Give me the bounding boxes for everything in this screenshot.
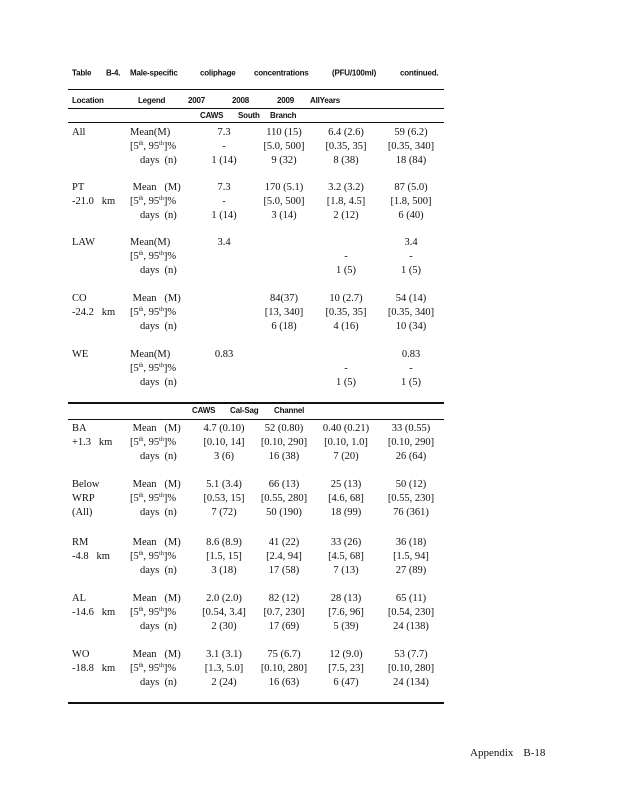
value-cell: 26 (64) [395,451,427,462]
value-cell: [0.10, 280] [387,663,435,674]
legend-mean: Mean [130,237,154,248]
footer-label: Appendix [470,747,514,759]
legend-mean: Mean [132,423,157,434]
value-column-c3 [254,648,314,690]
value-cell: [1.5, 94] [393,551,429,562]
value-cell [254,376,314,390]
value-cell: 1 (5) [335,265,357,276]
legend-m: (M) [164,537,181,548]
value-cell: 24 (134) [393,677,429,688]
value-cell: [4.6, 68] [328,493,364,504]
caption-word-3: concentrations [254,68,309,78]
value-cell: 1 (14) [211,210,237,221]
value-column-c3 [254,478,314,520]
value-cell: - [222,196,226,207]
legend-sup: th [159,363,164,369]
value-cell: [1.8, 4.5] [326,196,366,207]
caption-table-label: Table [72,68,92,78]
value-cell: [0.54, 230] [387,607,435,618]
legend-sup: th [138,663,144,669]
location-cell: WO -18.8 km [72,649,116,674]
value-cell: [5.0, 500] [263,141,305,152]
value-column-c5 [380,292,442,334]
value-column-c3 [254,422,314,464]
legend-m: (M) [153,127,171,138]
legend-pct: , 95 [143,607,160,618]
legend-pct: [5 [130,551,139,562]
legend-pct: ]% [163,363,177,374]
legend-days: days [140,451,160,462]
value-column-c5 [380,126,442,168]
legend-sup: th [138,141,144,147]
value-cell: 1 (5) [335,377,357,388]
value-cell: [7.6, 96] [328,607,364,618]
legend-pct: ]% [163,196,177,207]
value-cell: 17 (69) [268,621,300,632]
value-cell: - [409,251,413,262]
value-cell: 3 (14) [271,210,297,221]
value-cell: [0.35, 340] [387,307,435,318]
legend-n: (n) [164,677,177,688]
value-column-c4 [314,348,378,390]
page-footer [470,747,555,759]
value-cell [254,264,314,278]
legend-sup: th [159,196,164,202]
value-column-c1 [193,422,255,464]
legend-sup: th [159,437,164,443]
value-cell: 28 (13) [330,593,362,604]
value-column-c1 [193,348,255,390]
value-cell [193,362,255,376]
legend-cell [130,422,181,464]
value-column-c4 [314,648,378,690]
legend-sup: th [159,141,164,147]
legend-sup: th [159,551,164,557]
location-cell: AL -14.6 km [72,593,116,618]
value-cell: 0.83 [401,349,421,360]
value-cell: 1 (14) [211,155,237,166]
legend-pct: , 95 [143,141,160,152]
legend-sup: th [138,307,144,313]
value-column-c4 [314,236,378,278]
value-cell: [1.5, 15] [206,551,242,562]
value-cell: 1 (5) [400,265,422,276]
value-cell: [0.55, 280] [260,493,308,504]
value-cell: 2.0 (2.0) [206,593,242,604]
legend-n: (n) [164,210,177,221]
top-rule [68,89,444,90]
value-cell: [0.10, 1.0] [324,437,368,448]
header-2008: 2008 [232,96,249,105]
caption-table-id: B-4. [106,68,121,78]
value-cell: 16 (38) [268,451,300,462]
value-cell: 65 (11) [395,593,427,604]
value-column-c5 [380,236,442,278]
location-cell: Below WRP (All) [72,479,100,518]
legend-pct: ]% [163,437,177,448]
value-cell [314,348,378,362]
value-cell [193,320,255,334]
value-cell: 5 (39) [333,621,359,632]
legend-days: days [140,321,160,332]
section-rule-2 [68,419,444,420]
value-column-c5 [380,592,442,634]
value-column-c3 [254,348,314,390]
header-all-years: AllYears [310,96,340,105]
value-cell: 5.1 (3.4) [206,479,242,490]
value-cell: 1 (5) [400,377,422,388]
legend-n: (n) [164,321,177,332]
value-cell: 2 (24) [211,677,237,688]
legend-pct: [5 [130,251,139,262]
value-cell [254,348,314,362]
value-cell: 6 (47) [333,677,359,688]
value-column-c5 [380,648,442,690]
header-rule [68,108,444,109]
location-cell: CO -24.2 km [72,293,116,318]
legend-cell [130,292,181,334]
legend-pct: ]% [163,663,177,674]
value-cell: 3.4 [404,237,418,248]
value-cell: 25 (13) [330,479,362,490]
value-cell: 76 (361) [393,507,429,518]
value-cell: [7.5, 23] [328,663,364,674]
value-cell: 24 (138) [393,621,429,632]
legend-mean: Mean [132,649,157,660]
legend-sup: th [138,196,144,202]
legend-days: days [140,210,160,221]
legend-n: (n) [164,621,177,632]
legend-sup: th [138,551,144,557]
value-cell: 7.3 [217,182,231,193]
legend-cell [130,236,177,278]
legend-pct: ]% [163,551,177,562]
legend-pct: , 95 [143,493,160,504]
value-cell: 7 (13) [333,565,359,576]
value-column-c5 [380,348,442,390]
legend-mean: Mean [130,127,154,138]
value-cell: [0.35, 340] [387,141,435,152]
value-cell: 27 (89) [395,565,427,576]
section-rule-1 [68,122,444,123]
legend-sup: th [159,663,164,669]
bottom-rule [68,702,444,704]
value-column-c5 [380,478,442,520]
legend-days: days [140,507,160,518]
value-cell: 36 (18) [395,537,427,548]
location-cell: RM -4.8 km [72,537,110,562]
value-cell: 10 (2.7) [329,293,363,304]
value-cell: 10 (34) [395,321,427,332]
value-column-c1 [193,648,255,690]
value-cell: 33 (0.55) [391,423,431,434]
value-cell [193,264,255,278]
value-cell [193,292,255,306]
value-cell: [0.10, 290] [387,437,435,448]
value-cell: [13, 340] [264,307,304,318]
legend-m: (M) [164,293,181,304]
value-cell: 87 (5.0) [394,182,428,193]
value-cell: [0.53, 15] [203,493,245,504]
value-cell: 33 (26) [330,537,362,548]
legend-pct: [5 [130,141,139,152]
legend-pct: , 95 [143,196,160,207]
legend-sup: th [138,363,144,369]
value-column-c5 [380,536,442,578]
value-column-c3 [254,126,314,168]
value-column-c4 [314,592,378,634]
legend-cell [130,181,181,223]
legend-sup: th [138,251,144,257]
legend-sup: th [159,307,164,313]
legend-cell [130,648,181,690]
value-cell: [0.10, 290] [260,437,308,448]
legend-n: (n) [164,377,177,388]
legend-sup: th [159,607,164,613]
legend-sup: th [138,493,144,499]
legend-pct: ]% [163,251,177,262]
legend-days: days [140,155,160,166]
value-cell [254,236,314,250]
location-cell: PT -21.0 km [72,182,116,207]
legend-m: (M) [164,479,181,490]
caption-continued: continued. [400,68,439,78]
value-column-c1 [193,592,255,634]
legend-sup: th [138,607,144,613]
value-cell: 4.7 (0.10) [203,423,245,434]
value-cell: 3 (18) [211,565,237,576]
legend-pct: [5 [130,493,139,504]
value-cell: 3.1 (3.1) [206,649,242,660]
value-cell: 170 (5.1) [264,182,304,193]
legend-mean: Mean [132,293,157,304]
footer-page-number: B-18 [523,747,546,759]
legend-pct: , 95 [143,663,160,674]
legend-n: (n) [164,565,177,576]
legend-pct: , 95 [143,251,160,262]
value-column-c1 [193,536,255,578]
value-cell: [5.0, 500] [263,196,305,207]
value-cell: 7.3 [217,127,231,138]
legend-n: (n) [164,265,177,276]
value-cell: 9 (32) [271,155,297,166]
value-column-c4 [314,181,378,223]
value-cell: 3.4 [217,237,231,248]
value-cell: [1.3, 5.0] [204,663,244,674]
legend-cell [130,348,177,390]
legend-days: days [140,265,160,276]
legend-cell [130,478,181,520]
section-branch: Branch [270,111,297,120]
location-cell: All [72,127,86,138]
value-cell [254,250,314,264]
value-cell: 7 (20) [333,451,359,462]
value-cell: [0.54, 3.4] [202,607,246,618]
value-cell: 7 (72) [211,507,237,518]
value-cell [193,376,255,390]
value-cell: [1.8, 500] [390,196,432,207]
value-cell: 2 (30) [211,621,237,632]
value-cell: - [344,251,348,262]
legend-mean: Mean [130,349,154,360]
legend-pct: , 95 [143,363,160,374]
legend-m: (M) [153,237,171,248]
legend-cell [130,126,177,168]
section-caws: CAWS [200,111,224,120]
value-cell: 16 (63) [268,677,300,688]
legend-m: (M) [153,349,171,360]
caption-word-2: coliphage [200,68,236,78]
legend-pct: ]% [163,607,177,618]
value-cell: [0.55, 230] [387,493,435,504]
value-cell: 53 (7.7) [394,649,428,660]
value-cell: [0.10, 280] [260,663,308,674]
legend-cell [130,536,181,578]
value-column-c1 [193,236,255,278]
value-cell: - [409,363,413,374]
value-cell: 0.83 [214,349,234,360]
value-column-c5 [380,422,442,464]
value-cell: 6 (18) [271,321,297,332]
value-cell: 50 (12) [395,479,427,490]
value-cell: 3.2 (3.2) [328,182,364,193]
legend-mean: Mean [132,182,157,193]
value-column-c3 [254,592,314,634]
legend-sup: th [138,437,144,443]
legend-pct: [5 [130,607,139,618]
value-column-c4 [314,536,378,578]
value-column-c3 [254,292,314,334]
value-column-c3 [254,536,314,578]
legend-pct: [5 [130,663,139,674]
value-column-c4 [314,292,378,334]
legend-cell [130,592,181,634]
header-legend: Legend [138,96,166,105]
value-cell: 2 (12) [333,210,359,221]
value-cell: 0.40 (0.21) [322,423,370,434]
value-column-c5 [380,181,442,223]
value-cell: 110 (15) [266,127,302,138]
value-column-c1 [193,292,255,334]
caption-units: (PFU/100ml) [332,68,377,78]
value-cell: 41 (22) [268,537,300,548]
value-column-c4 [314,422,378,464]
value-cell: - [222,141,226,152]
legend-m: (M) [164,649,181,660]
location-cell: WE [72,349,89,360]
value-cell: 18 (84) [395,155,427,166]
legend-m: (M) [164,182,181,193]
section-south: South [238,111,260,120]
value-cell: [4.5, 68] [328,551,364,562]
legend-pct: , 95 [143,551,160,562]
value-cell: 66 (13) [268,479,300,490]
legend-pct: , 95 [143,437,160,448]
legend-pct: ]% [163,307,177,318]
value-cell [254,362,314,376]
value-cell [193,250,255,264]
value-column-c4 [314,126,378,168]
value-cell: 75 (6.7) [267,649,301,660]
legend-pct: [5 [130,437,139,448]
value-cell: 82 (12) [268,593,300,604]
legend-m: (M) [164,423,181,434]
value-cell: 50 (190) [266,507,302,518]
value-column-c3 [254,181,314,223]
legend-days: days [140,677,160,688]
legend-mean: Mean [132,479,157,490]
value-cell: 4 (16) [333,321,359,332]
value-cell [314,236,378,250]
caption-word-1: Male-specific [130,68,178,78]
value-cell: 12 (9.0) [329,649,363,660]
value-column-c3 [254,236,314,278]
legend-pct: [5 [130,196,139,207]
legend-sup: th [159,493,164,499]
legend-n: (n) [164,451,177,462]
value-cell: 6 (40) [398,210,424,221]
value-cell: [2.4, 94] [266,551,302,562]
section-cal-sag: Cal-Sag [230,406,259,415]
location-cell: LAW [72,237,96,248]
legend-sup: th [159,251,164,257]
legend-mean: Mean [132,593,157,604]
header-2007: 2007 [188,96,205,105]
value-cell: 3 (6) [213,451,235,462]
value-cell: [0.35, 35] [325,307,367,318]
legend-pct: ]% [163,493,177,504]
value-cell: 8.6 (8.9) [206,537,242,548]
location-cell: BA +1.3 km [72,423,113,448]
section-channel: Channel [274,406,305,415]
legend-n: (n) [164,507,177,518]
value-column-c1 [193,478,255,520]
legend-days: days [140,621,160,632]
value-cell: 84(37) [270,293,298,304]
legend-pct: ]% [163,141,177,152]
value-cell: [0.7, 230] [263,607,305,618]
value-cell: 59 (6.2) [394,127,428,138]
value-cell: 52 (0.80) [264,423,304,434]
value-cell: 54 (14) [395,293,427,304]
value-cell: 8 (38) [333,155,359,166]
value-cell: 17 (58) [268,565,300,576]
legend-days: days [140,565,160,576]
value-column-c1 [193,126,255,168]
section-divider-thick [68,402,444,404]
value-cell: 6.4 (2.6) [328,127,364,138]
legend-n: (n) [164,155,177,166]
legend-days: days [140,377,160,388]
value-column-c1 [193,181,255,223]
header-location: Location [72,96,104,105]
legend-m: (M) [164,593,181,604]
legend-pct: , 95 [143,307,160,318]
value-cell [193,306,255,320]
value-cell: [0.10, 14] [203,437,245,448]
header-2009: 2009 [277,96,294,105]
value-cell: [0.35, 35] [325,141,367,152]
legend-pct: [5 [130,363,139,374]
value-column-c4 [314,478,378,520]
value-cell: 18 (99) [330,507,362,518]
legend-mean: Mean [132,537,157,548]
legend-pct: [5 [130,307,139,318]
value-cell: - [344,363,348,374]
section-caws: CAWS [192,406,216,415]
